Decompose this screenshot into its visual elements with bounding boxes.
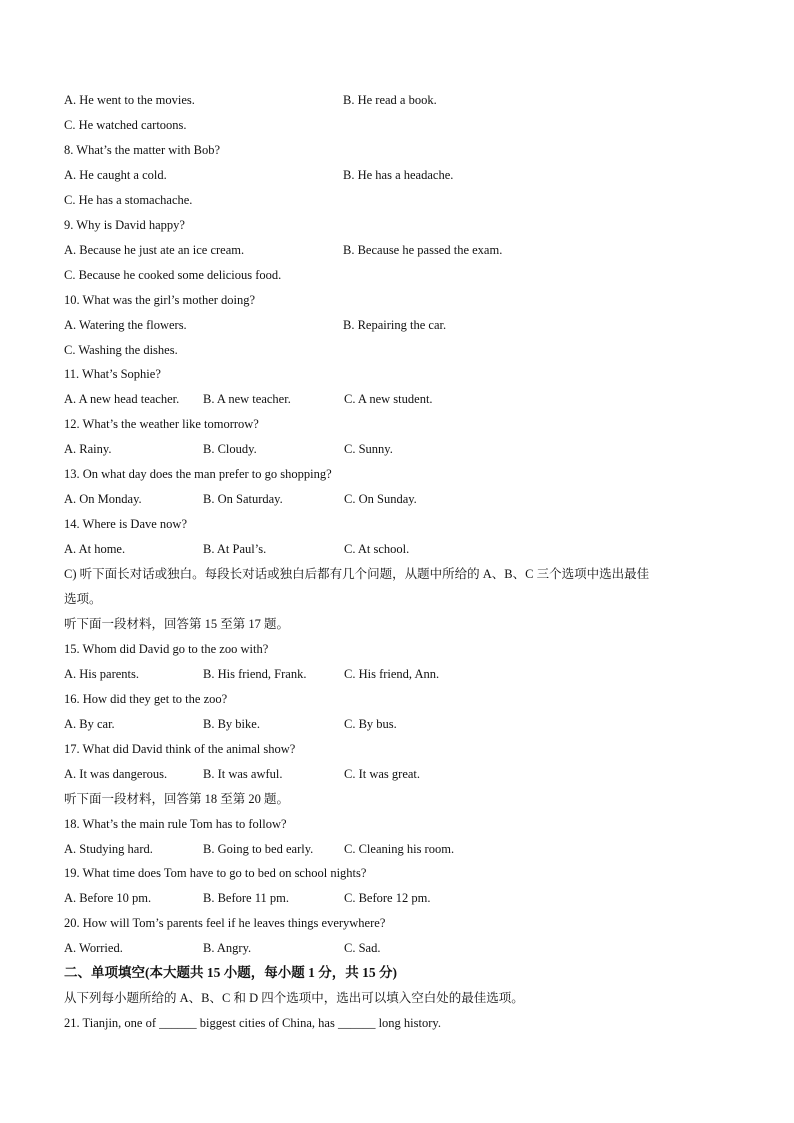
option-c: C. His friend, Ann.: [344, 666, 440, 681]
option-b: B. He read a book.: [343, 93, 437, 107]
option-c: C. Before 12 pm.: [344, 891, 431, 906]
option-a: A. By car.: [64, 716, 115, 731]
option-a: A. Because he just ate an ice cream.: [64, 242, 245, 257]
text-line: 11. What’s Sophie?: [64, 367, 161, 382]
section-title: 二、单项填空(本大题共 15 小题，每小题 1 分，共 15 分): [64, 965, 397, 981]
option-b: B. Because he passed the exam.: [343, 242, 503, 257]
text-line: 听下面一段材料，回答第 15 至第 17 题。: [64, 616, 290, 631]
text-line: 从下列每小题所给的 A、B、C 和 D 四个选项中，选出可以填入空白处的最佳选项。: [64, 991, 524, 1006]
text-line: 13. On what day does the man prefer to go shopping?: [64, 467, 332, 482]
option-b: B. Angry.: [203, 941, 252, 956]
text-line: 17. What did David think of the animal show?: [64, 741, 296, 756]
text-line: 21. Tianjin, one of ______ biggest cities of China, has ______ long history.: [64, 1016, 441, 1031]
option-c: C. Cleaning his room.: [344, 841, 455, 856]
option-a: A. His parents.: [64, 666, 139, 681]
option-c: C. A new student.: [344, 392, 433, 407]
option-b: B. On Saturday.: [203, 492, 283, 507]
text-line: 8. What’s the matter with Bob?: [64, 142, 220, 157]
option-b: B. Before 11 pm.: [203, 891, 289, 906]
text-line: 15. Whom did David go to the zoo with?: [64, 641, 269, 656]
text-line: 选项。: [64, 592, 102, 606]
option-c: C. Sunny.: [344, 442, 393, 457]
text-line: 听下面一段材料，回答第 18 至第 20 题。: [64, 791, 290, 806]
text-line: C. He has a stomachache.: [64, 192, 193, 207]
option-a: A. Studying hard.: [64, 841, 153, 856]
text-line: 18. What’s the main rule Tom has to follow?: [64, 816, 287, 831]
option-b: B. Repairing the car.: [343, 317, 447, 332]
option-b: B. At Paul’s.: [203, 542, 267, 557]
option-c: C. Sad.: [344, 941, 381, 956]
option-b: B. By bike.: [203, 716, 260, 731]
option-b: B. Going to bed early.: [203, 841, 314, 856]
option-b: B. He has a headache.: [343, 167, 454, 182]
option-b: B. A new teacher.: [203, 392, 291, 407]
option-a: A. At home.: [64, 542, 126, 557]
option-b: B. Cloudy.: [203, 442, 257, 457]
text-line: 9. Why is David happy?: [64, 217, 185, 232]
text-line: 19. What time does Tom have to go to bed on school nights?: [64, 866, 367, 881]
option-a: A. Worried.: [64, 941, 123, 956]
text-line: C) 听下面长对话或独白。每段长对话或独白后都有几个问题，从题中所给的 A、B、C 三个选项中选出最佳: [64, 567, 650, 582]
text-line: 16. How did they get to the zoo?: [64, 691, 228, 706]
option-a: A. Watering the flowers.: [64, 317, 187, 332]
option-a: A. On Monday.: [64, 492, 142, 507]
text-line: 20. How will Tom’s parents feel if he leaves things everywhere?: [64, 916, 386, 931]
option-c: C. By bus.: [344, 716, 397, 731]
option-b: B. His friend, Frank.: [203, 666, 307, 681]
text-line: 10. What was the girl’s mother doing?: [64, 292, 256, 307]
option-a: A. It was dangerous.: [64, 766, 168, 781]
option-c: C. At school.: [344, 542, 410, 557]
option-a: A. A new head teacher.: [64, 392, 180, 407]
option-a: A. Rainy.: [64, 442, 112, 457]
option-a: A. Before 10 pm.: [64, 891, 152, 906]
option-a: A. He went to the movies.: [64, 93, 195, 107]
option-c: C. It was great.: [344, 766, 421, 781]
text-line: C. Washing the dishes.: [64, 342, 178, 357]
option-b: B. It was awful.: [203, 766, 283, 781]
option-a: A. He caught a cold.: [64, 167, 167, 182]
text-line: 12. What’s the weather like tomorrow?: [64, 417, 259, 432]
text-line: 14. Where is Dave now?: [64, 517, 187, 532]
option-c: C. On Sunday.: [344, 492, 417, 507]
text-line: C. Because he cooked some delicious food.: [64, 267, 282, 282]
text-line: C. He watched cartoons.: [64, 117, 187, 132]
